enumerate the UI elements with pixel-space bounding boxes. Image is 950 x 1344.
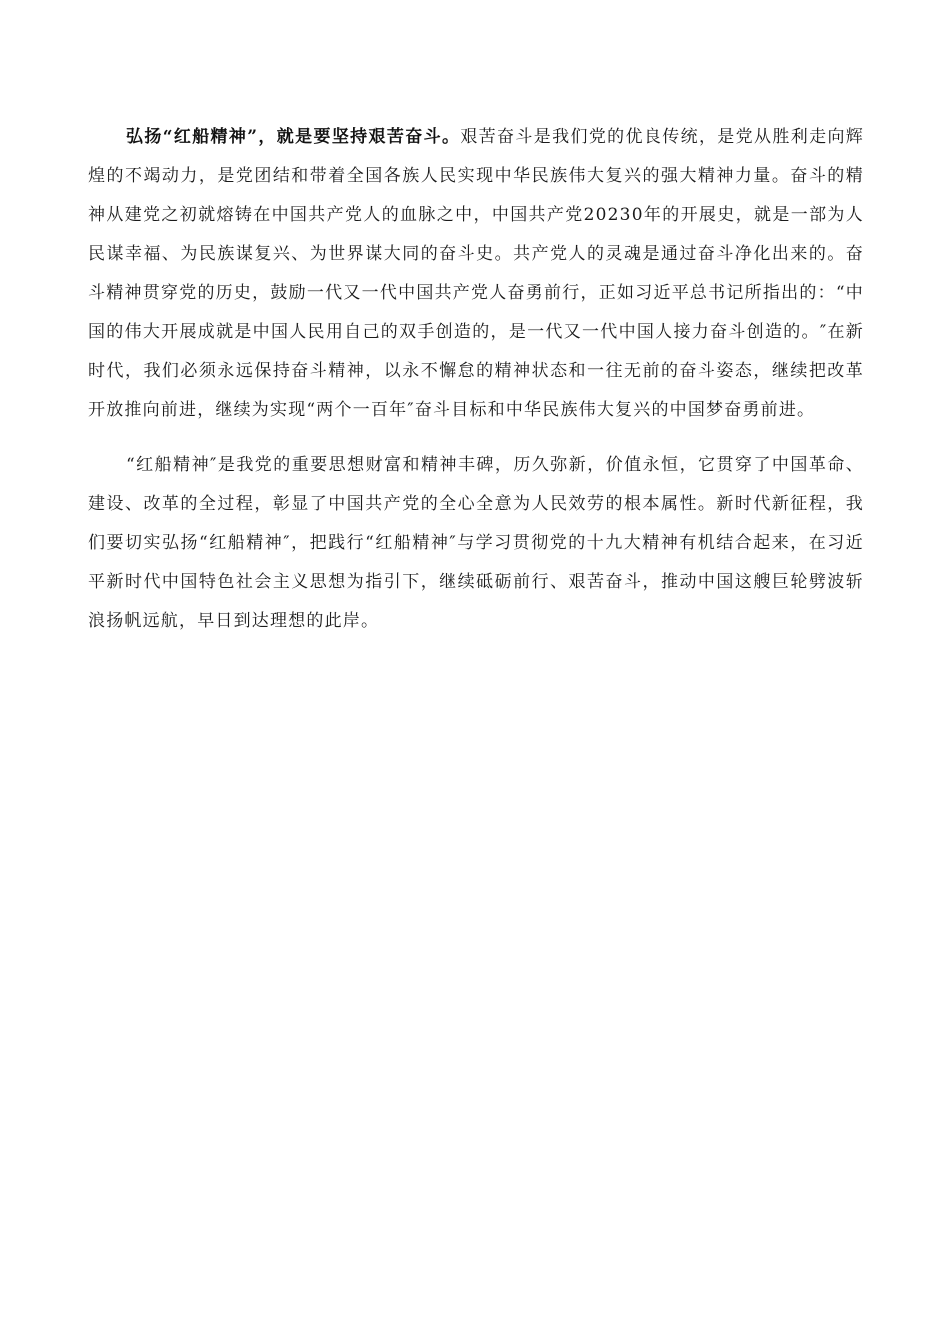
paragraph-text: “红船精神″是我党的重要思想财富和精神丰碑，历久弥新，价值永恒，它贯穿了中国革命、建设、改革的全过程，彰显了中国共产党的全心全意为人民效劳的根本属性。新时代新征程，我们要切实弘扬“红船精神″，把践行“红船精神″与学习贯彻党的十九大精神有机结合起来，在习近平新时代中国特色社会主义思想为指引下，继续砥砺前行、艰苦奋斗，推动中国这艘巨轮劈波斩浪扬帆远航，早日到达理想的此岸。	[88, 455, 864, 631]
document-body	[88, 118, 864, 641]
paragraph-hard-work	[88, 118, 864, 430]
paragraph-red-boat-spirit	[88, 446, 864, 641]
paragraph-lead-heading: 弘扬“红船精神”，就是要坚持艰苦奋斗。	[126, 127, 461, 147]
paragraph-text: 艰苦奋斗是我们党的优良传统，是党从胜利走向辉煌的不竭动力，是党团结和带着全国各族人民实现中华民族伟大复兴的强大精神力量。奋斗的精神从建党之初就熔铸在中国共产党人的血脉之中，中国共产党20230年的开展史，就是一部为人民谋幸福、为民族谋复兴、为世界谋大同的奋斗史。共产党人的灵魂是通过奋斗净化出来的。奋斗精神贯穿党的历史，鼓励一代又一代中国共产党人奋勇前行，正如习近平总书记所指出的：“中国的伟大开展成就是中国人民用自己的双手创造的，是一代又一代中国人接力奋斗创造的。″在新时代，我们必须永远保持奋斗精神，以永不懈怠的精神状态和一往无前的奋斗姿态，继续把改革开放推向前进，继续为实现“两个一百年″奋斗目标和中华民族伟大复兴的中国梦奋勇前进。	[88, 127, 865, 420]
